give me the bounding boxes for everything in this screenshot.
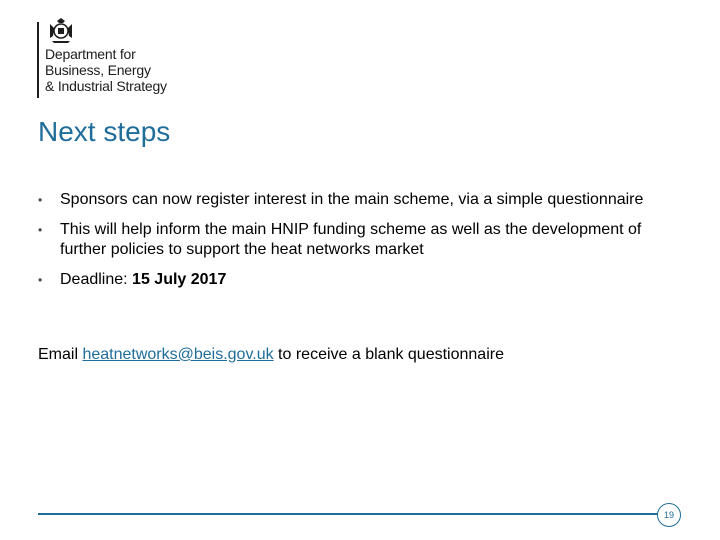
department-name xyxy=(45,46,167,94)
logo-divider-bar xyxy=(37,22,39,98)
bullet-item xyxy=(38,190,658,210)
bullet-text: This will help inform the main HNIP funding scheme as well as the development of further policies to support the heat networks market xyxy=(60,221,642,258)
slide-title: Next steps xyxy=(38,116,171,147)
deadline-date: 15 July 2017 xyxy=(132,271,227,288)
page-number: 19 xyxy=(657,503,681,527)
email-prefix: Email xyxy=(38,346,83,363)
department-logo xyxy=(37,18,197,98)
bullet-icon: • xyxy=(38,273,43,287)
department-name-line1: Department for xyxy=(45,46,136,62)
email-instruction xyxy=(38,345,504,365)
royal-crest-icon xyxy=(47,18,75,44)
email-suffix: to receive a blank questionnaire xyxy=(273,346,504,363)
bullet-item xyxy=(38,220,658,260)
email-link[interactable]: heatnetworks@beis.gov.uk xyxy=(82,346,274,363)
bullet-icon: • xyxy=(38,193,43,207)
department-name-line3: & Industrial Strategy xyxy=(45,78,167,94)
bullet-icon: • xyxy=(38,223,43,237)
department-name-line2: Business, Energy xyxy=(45,62,151,78)
deadline-label: Deadline: xyxy=(60,271,133,288)
footer-divider xyxy=(38,513,658,515)
bullet-list xyxy=(38,190,658,300)
bullet-text: Sponsors can now register interest in the main scheme, via a simple questionnaire xyxy=(60,191,644,208)
bullet-item xyxy=(38,270,658,290)
